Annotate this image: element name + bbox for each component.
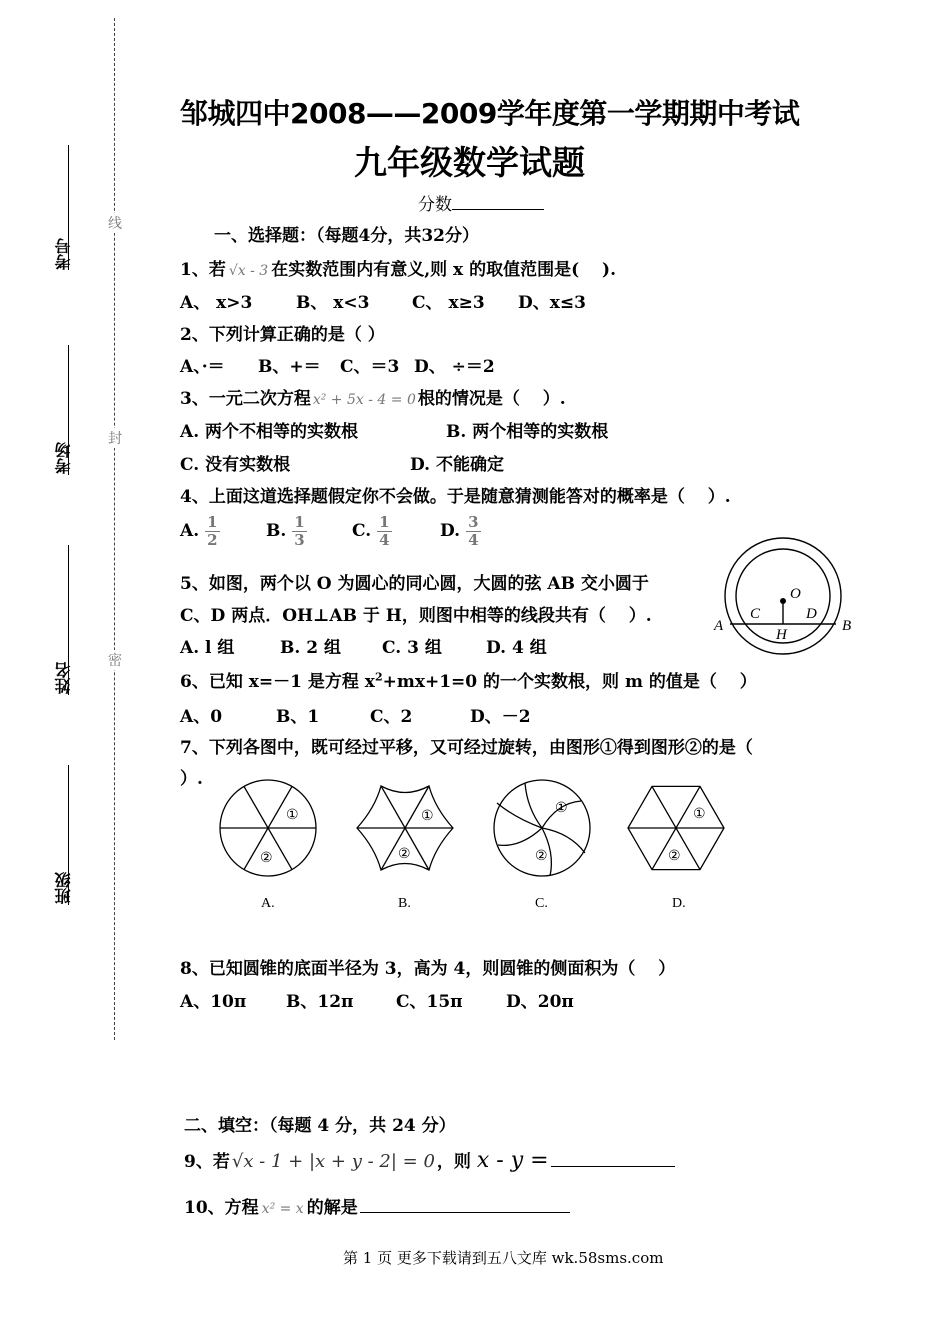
q5-label-h: H bbox=[776, 627, 787, 643]
q5-label-a: A bbox=[714, 618, 724, 634]
q5-label-o: O bbox=[790, 586, 801, 602]
q3-option-b[interactable]: B. 两个相等的实数根 bbox=[446, 422, 609, 442]
q8-option-c[interactable]: C、15π bbox=[396, 992, 463, 1012]
q4-option-a-fraction: $\frac{1}{2}$ bbox=[207, 513, 218, 549]
q1-post: 在实数范围内有意义,则 x 的取值范围是( ). bbox=[271, 260, 617, 280]
svg-text:①: ① bbox=[286, 808, 299, 823]
q3-post: 根的情况是（ ）. bbox=[417, 389, 566, 409]
q4-option-c-label: C. bbox=[352, 521, 372, 541]
exam-title: 邹城四中2008——2009学年度第一学期期中考试 bbox=[180, 97, 800, 130]
page-footer: 第 1 页 更多下载请到五八文库 wk.58sms.com bbox=[343, 1249, 664, 1267]
name-label: 姓名 bbox=[54, 662, 73, 694]
q2-option-c[interactable]: C、＝3 bbox=[340, 357, 400, 377]
q2-option-d[interactable]: D、 ÷＝2 bbox=[414, 357, 495, 377]
q2-stem: 2、下列计算正确的是（ ） bbox=[180, 325, 385, 345]
q4-option-b-label: B. bbox=[266, 521, 287, 541]
binding-mark-line: 线 bbox=[108, 213, 122, 233]
q1-option-b[interactable]: B、 x<3 bbox=[296, 293, 370, 313]
q1-pre: 1、若 bbox=[180, 260, 226, 280]
q3-option-c[interactable]: C. 没有实数根 bbox=[180, 455, 291, 475]
q4-option-b-fraction: $\frac{1}{3}$ bbox=[294, 513, 305, 549]
svg-text:①: ① bbox=[555, 801, 568, 816]
q1-radical: √x - 3 bbox=[228, 263, 269, 279]
q4-option-b[interactable] bbox=[266, 514, 307, 549]
q4-option-c[interactable] bbox=[352, 514, 392, 549]
score-blank[interactable] bbox=[452, 191, 544, 210]
q1-option-a[interactable]: A、 x>3 bbox=[180, 293, 253, 313]
section1-heading: 一、选择题：（每题4分，共32分） bbox=[214, 226, 479, 246]
q9-pre: 9、若 bbox=[184, 1152, 230, 1172]
q10-answer-blank[interactable] bbox=[360, 1194, 570, 1213]
q5-option-b[interactable]: B. 2 组 bbox=[280, 638, 341, 658]
q5-option-a[interactable]: A. l 组 bbox=[180, 638, 235, 658]
q1-option-c[interactable]: C、 x≥3 bbox=[412, 293, 485, 313]
q3-option-a[interactable]: A. 两个不相等的实数根 bbox=[180, 422, 359, 442]
class-label: 班级 bbox=[54, 872, 73, 904]
q10-post: 的解是 bbox=[306, 1198, 358, 1218]
q1-stem bbox=[180, 255, 616, 280]
q8-stem: 8、已知圆锥的底面半径为 3，高为 4，则圆锥的侧面积为（ ） bbox=[180, 959, 676, 979]
q7-stem-line2: ）. bbox=[180, 769, 203, 789]
q5-stem-line2: C、D 两点．OH⊥AB 于 H，则图中相等的线段共有（ ）. bbox=[180, 606, 652, 626]
q6-option-c[interactable]: C、2 bbox=[370, 707, 413, 727]
q10-stem bbox=[184, 1193, 570, 1218]
q3-option-d[interactable]: D. 不能确定 bbox=[410, 455, 504, 475]
q8-option-a[interactable]: A、10π bbox=[180, 992, 247, 1012]
q5-stem-line1: 5、如图，两个以 O 为圆心的同心圆，大圆的弦 AB 交小圆于 bbox=[180, 574, 649, 594]
q3-pre: 3、一元二次方程 bbox=[180, 389, 311, 409]
svg-text:②: ② bbox=[398, 847, 411, 862]
svg-text:①: ① bbox=[693, 807, 706, 822]
q7-label-d: D. bbox=[672, 896, 686, 911]
q5-label-c: C bbox=[750, 606, 761, 622]
q9-tail: x - y = bbox=[476, 1148, 549, 1173]
q5-option-d[interactable]: D. 4 组 bbox=[486, 638, 547, 658]
q3-stem bbox=[180, 384, 566, 409]
q6-stem: 6、已知 x=－1 是方程 $x^2+mx+1=0$ 的一个实数根，则 m 的值是（ ） bbox=[180, 670, 757, 692]
score-label: 分数 bbox=[418, 195, 452, 215]
q9-expression: √x - 1 + |x + y - 2| = 0 bbox=[231, 1151, 435, 1172]
q2-option-a[interactable]: A、·＝ bbox=[180, 357, 225, 377]
subject-title: 九年级数学试题 bbox=[354, 143, 585, 182]
binding-dashed-line bbox=[114, 18, 115, 1040]
q7-label-b: B. bbox=[398, 896, 411, 911]
q6-option-b[interactable]: B、1 bbox=[276, 707, 320, 727]
q1-option-d[interactable]: D、x≤3 bbox=[518, 293, 586, 313]
q4-option-a[interactable] bbox=[180, 514, 220, 549]
q5-label-b: B bbox=[842, 618, 852, 634]
exam-room-label: 考场 bbox=[54, 442, 73, 474]
q10-pre: 10、方程 bbox=[184, 1198, 259, 1218]
q4-option-c-fraction: $\frac{1}{4}$ bbox=[379, 513, 390, 549]
q2-option-b[interactable]: B、+＝ bbox=[258, 357, 321, 377]
binding-mark-secret: 密 bbox=[108, 650, 122, 670]
binding-mark-seal: 封 bbox=[108, 428, 122, 448]
q7-label-c: C. bbox=[535, 896, 548, 911]
q4-stem: 4、上面这道选择题假定你不会做。于是随意猜测能答对的概率是（ ）. bbox=[180, 487, 731, 507]
q10-equation: x² = x bbox=[261, 1201, 304, 1217]
q3-equation: x² + 5x - 4 = 0 bbox=[312, 392, 416, 408]
q4-option-d-fraction: $\frac{3}{4}$ bbox=[468, 513, 479, 549]
svg-text:①: ① bbox=[421, 809, 434, 824]
q4-option-a-label: A. bbox=[180, 521, 200, 541]
q7-label-a: A. bbox=[261, 896, 275, 911]
q4-option-d[interactable] bbox=[440, 514, 481, 549]
q7-figure-a[interactable] bbox=[220, 780, 316, 876]
q8-option-b[interactable]: B、12π bbox=[286, 992, 354, 1012]
q5-center-point bbox=[780, 598, 786, 604]
q7-figures bbox=[205, 773, 740, 918]
q9-stem bbox=[184, 1147, 675, 1173]
q4-option-d-label: D. bbox=[440, 521, 461, 541]
q7-figure-c[interactable] bbox=[494, 780, 590, 876]
q9-mid: ，则 bbox=[436, 1152, 471, 1172]
q5-concentric-circles-figure bbox=[700, 535, 870, 665]
q7-stem-line1: 7、下列各图中，既可经过平移，又可经过旋转，由图形①得到图形②的是（ bbox=[180, 738, 753, 758]
q7-figure-b[interactable] bbox=[357, 786, 453, 870]
q6-option-a[interactable]: A、0 bbox=[180, 707, 223, 727]
q5-option-c[interactable]: C. 3 组 bbox=[382, 638, 442, 658]
score-field[interactable] bbox=[418, 190, 544, 215]
svg-text:②: ② bbox=[668, 849, 681, 864]
exam-number-label: 考号 bbox=[54, 238, 73, 270]
section2-heading: 二、填空：（每题 4 分，共 24 分） bbox=[184, 1116, 456, 1136]
q9-answer-blank[interactable] bbox=[551, 1148, 675, 1167]
q6-option-d[interactable]: D、－2 bbox=[470, 707, 531, 727]
q5-label-d: D bbox=[806, 606, 817, 622]
q8-option-d[interactable]: D、20π bbox=[506, 992, 574, 1012]
q7-figure-d[interactable] bbox=[628, 786, 724, 869]
svg-text:②: ② bbox=[535, 849, 548, 864]
svg-text:②: ② bbox=[260, 851, 273, 866]
